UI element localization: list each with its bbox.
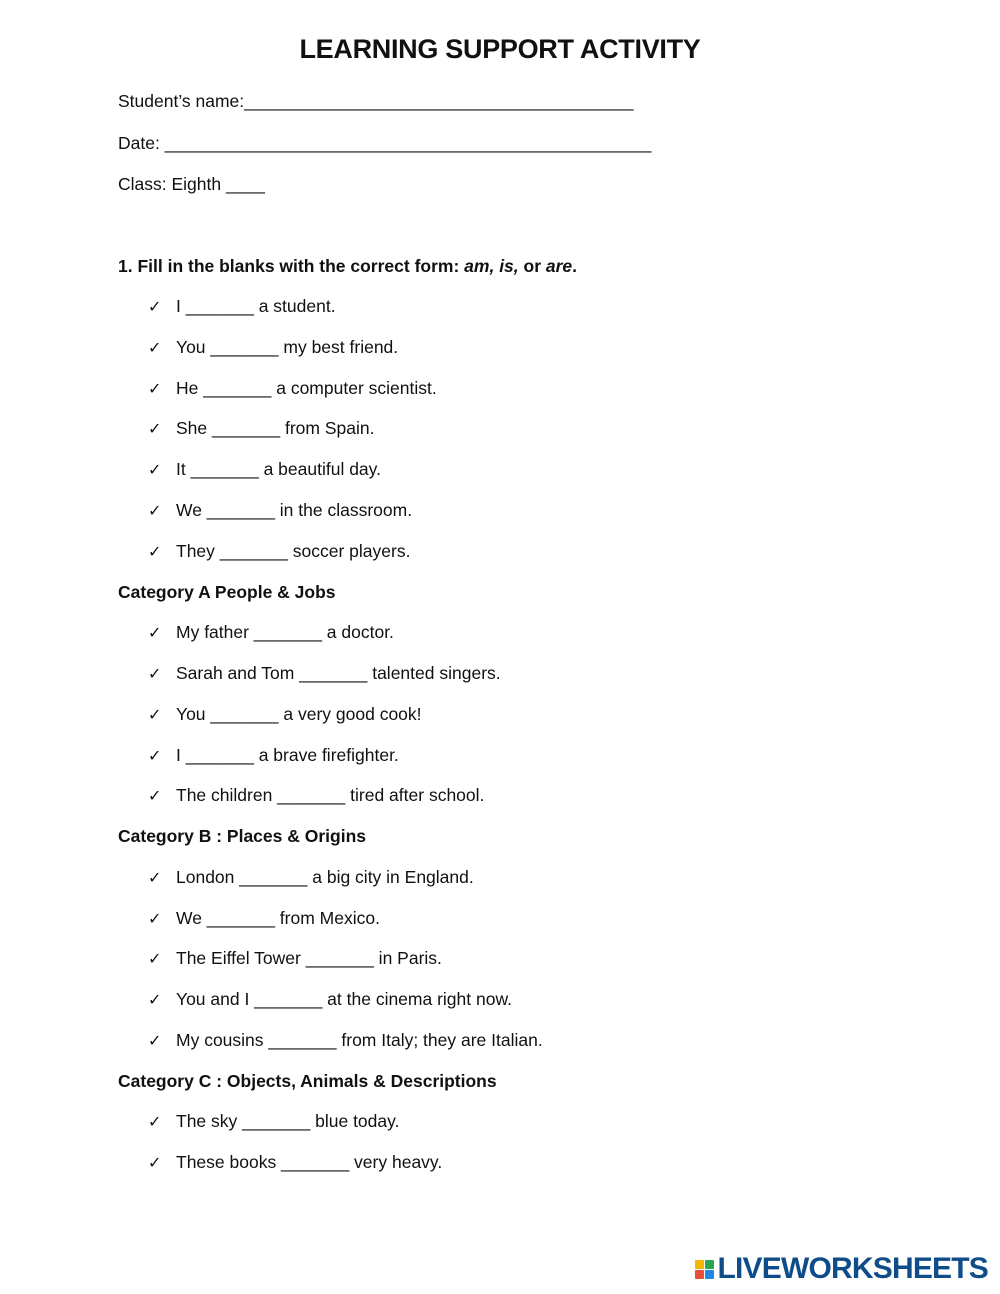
instruction-are: are xyxy=(545,256,573,276)
list-item xyxy=(148,1110,399,1134)
category-c-title: Category C : Objects, Animals & Descriptions xyxy=(118,1071,497,1091)
check-icon: ✓ xyxy=(148,1155,162,1172)
list-item xyxy=(148,377,437,401)
item-text: My father _______ a doctor. xyxy=(176,622,394,642)
logo-text: LIVEWORKSHEETS xyxy=(717,1252,988,1285)
check-icon: ✓ xyxy=(148,381,162,398)
worksheet-title: LEARNING SUPPORT ACTIVITY xyxy=(299,34,701,64)
check-icon: ✓ xyxy=(148,870,162,887)
list-item xyxy=(148,540,410,564)
list-item xyxy=(148,1151,442,1175)
check-icon: ✓ xyxy=(148,951,162,968)
logo-square xyxy=(705,1260,714,1269)
instruction-end: . xyxy=(572,256,578,276)
list-item xyxy=(148,947,442,971)
check-icon: ✓ xyxy=(148,625,162,642)
list-item xyxy=(148,621,394,645)
item-text: The sky _______ blue today. xyxy=(176,1111,400,1131)
list-item xyxy=(148,295,336,319)
item-text: It _______ a beautiful day. xyxy=(176,459,381,479)
item-text: London _______ a big city in England. xyxy=(176,867,474,887)
logo-square xyxy=(695,1270,704,1279)
instruction-am: am, xyxy=(464,256,495,276)
item-text: The Eiffel Tower _______ in Paris. xyxy=(176,948,442,968)
list-item xyxy=(148,988,512,1012)
list-item xyxy=(148,703,422,727)
item-text: Sarah and Tom _______ talented singers. xyxy=(176,663,501,683)
item-text: My cousins _______ from Italy; they are Italian. xyxy=(176,1030,543,1050)
check-icon: ✓ xyxy=(148,299,162,316)
list-item xyxy=(148,458,381,482)
date-line: Date: __________________________________________________ xyxy=(118,133,652,153)
list-item xyxy=(148,336,398,360)
item-text: You _______ my best friend. xyxy=(176,337,399,357)
item-text: He _______ a computer scientist. xyxy=(176,378,437,398)
check-icon: ✓ xyxy=(148,503,162,520)
item-text: The children _______ tired after school. xyxy=(176,785,485,805)
list-item xyxy=(148,907,380,931)
check-icon: ✓ xyxy=(148,788,162,805)
list-item xyxy=(148,866,474,890)
category-a-title: Category A People & Jobs xyxy=(118,582,336,602)
item-text: You and I _______ at the cinema right now. xyxy=(176,989,512,1009)
item-text: You _______ a very good cook! xyxy=(176,704,422,724)
check-icon: ✓ xyxy=(148,707,162,724)
item-text: I _______ a brave firefighter. xyxy=(176,745,399,765)
check-icon: ✓ xyxy=(148,421,162,438)
instruction-prefix: 1. Fill in the blanks with the correct form: xyxy=(118,256,465,276)
class-line: Class: Eighth ____ xyxy=(118,174,265,194)
check-icon: ✓ xyxy=(148,462,162,479)
list-item xyxy=(148,784,484,808)
list-item xyxy=(148,1029,543,1053)
list-item xyxy=(148,744,399,768)
item-text: They _______ soccer players. xyxy=(176,541,411,561)
item-text: We _______ in the classroom. xyxy=(176,500,413,520)
list-item xyxy=(148,417,374,441)
list-item xyxy=(148,499,412,523)
logo-mark-icon xyxy=(695,1260,714,1279)
check-icon: ✓ xyxy=(148,992,162,1009)
instruction-is: is, xyxy=(494,256,519,276)
check-icon: ✓ xyxy=(148,1033,162,1050)
logo-square xyxy=(705,1270,714,1279)
item-text: We _______ from Mexico. xyxy=(176,908,380,928)
check-icon: ✓ xyxy=(148,544,162,561)
category-b-title: Category B : Places & Origins xyxy=(118,826,366,846)
liveworksheets-logo xyxy=(695,1252,989,1286)
item-text: I _______ a student. xyxy=(176,296,336,316)
check-icon: ✓ xyxy=(148,911,162,928)
check-icon: ✓ xyxy=(148,1114,162,1131)
logo-square xyxy=(695,1260,704,1269)
list-item xyxy=(148,662,501,686)
item-text: She _______ from Spain. xyxy=(176,418,375,438)
item-text: These books _______ very heavy. xyxy=(176,1152,443,1172)
check-icon: ✓ xyxy=(148,748,162,765)
student-name-line: Student’s name:________________________________________ xyxy=(118,91,634,111)
instruction xyxy=(118,255,577,277)
check-icon: ✓ xyxy=(148,340,162,357)
instruction-or: or xyxy=(518,256,546,276)
check-icon: ✓ xyxy=(148,666,162,683)
